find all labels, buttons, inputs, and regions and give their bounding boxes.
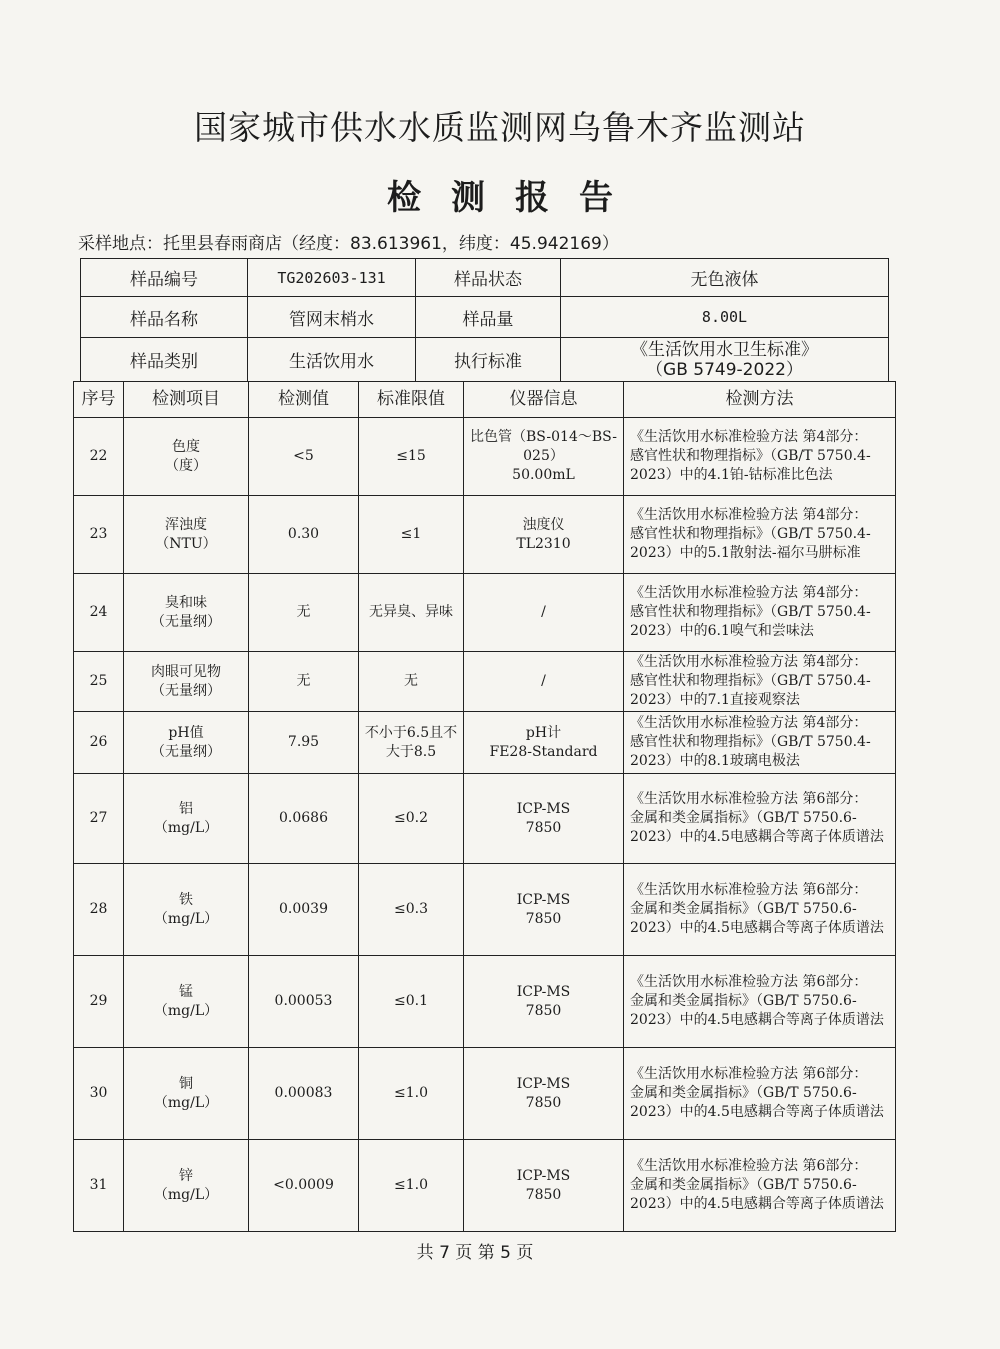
test-results-table <box>73 381 896 1232</box>
instrument-info <box>464 1140 624 1232</box>
standard-limit-line: ≤0.1 <box>394 993 428 1009</box>
sample-no-value: TG202603-131 <box>248 259 416 297</box>
test-item-line: （无量纲） <box>151 613 221 630</box>
test-value: 无 <box>249 652 359 712</box>
test-item-line: （无量纲） <box>151 743 221 760</box>
standard-limit <box>359 418 464 496</box>
standard-code: （GB 5749-2022） <box>646 359 803 380</box>
instrument-info-line: ICP-MS <box>516 983 571 1000</box>
test-item-line: 铝 <box>179 800 193 817</box>
test-item-line: （mg/L） <box>153 1002 219 1019</box>
standard-limit <box>359 1048 464 1140</box>
test-item-line: 铁 <box>179 891 193 908</box>
sample-category-label: 样品类别 <box>81 338 248 382</box>
test-value: <5 <box>249 418 359 496</box>
row-number: 22 <box>74 418 124 496</box>
test-method-line: 金属和类金属指标》（GB/T 5750.6- <box>630 1177 857 1193</box>
table-row <box>74 496 896 574</box>
table-row <box>74 1048 896 1140</box>
standard-limit <box>359 774 464 864</box>
col-header-value: 检测值 <box>249 382 359 418</box>
instrument-info-line: 7850 <box>525 910 562 927</box>
test-item <box>124 652 249 712</box>
test-value: 0.30 <box>249 496 359 574</box>
standard-limit-line: ≤1 <box>400 526 422 542</box>
instrument-info-line: TL2310 <box>516 535 571 552</box>
table-header-row <box>74 382 896 418</box>
standard-limit-line: 不小于6.5且不 <box>364 724 458 741</box>
test-method-line: 《生活饮用水标准检验方法 第4部分： <box>630 585 868 601</box>
test-item-line: （mg/L） <box>153 1094 219 1111</box>
instrument-info-line: pH计 <box>525 724 562 741</box>
test-item-line: （mg/L） <box>153 910 219 927</box>
test-method <box>624 1140 896 1232</box>
col-header-instrument: 仪器信息 <box>464 382 624 418</box>
test-method-line: 金属和类金属指标》（GB/T 5750.6- <box>630 901 857 917</box>
instrument-info-line: 7850 <box>525 819 562 836</box>
instrument-info <box>464 774 624 864</box>
sample-category-value: 生活饮用水 <box>248 338 416 382</box>
instrument-info <box>464 496 624 574</box>
standard-name: 《生活饮用水卫生标准》 <box>631 339 818 360</box>
instrument-info-line: ICP-MS <box>516 1167 571 1184</box>
instrument-info <box>464 864 624 956</box>
standard-limit <box>359 712 464 774</box>
test-item-line: （mg/L） <box>153 1186 219 1203</box>
standard-limit-line: 无 <box>404 673 418 689</box>
sample-state-value: 无色液体 <box>561 259 889 297</box>
col-header-no: 序号 <box>74 382 124 418</box>
test-method-line: 《生活饮用水标准检验方法 第6部分： <box>630 882 868 898</box>
standard-value <box>561 338 889 382</box>
instrument-info-line: 025） <box>523 448 564 464</box>
test-item-line: 浑浊度 <box>165 516 207 533</box>
test-method-line: 2023）中的7.1直接观察法 <box>630 692 800 708</box>
test-method <box>624 652 896 712</box>
organization-title: 国家城市供水水质监测网乌鲁木齐监测站 <box>194 108 806 147</box>
sample-quantity-value: 8.00L <box>561 297 889 338</box>
standard-limit <box>359 496 464 574</box>
test-method-line: 2023）中的5.1散射法-福尔马肼标准 <box>630 545 861 561</box>
test-item-line: 色度 <box>172 438 200 455</box>
test-method-line: 《生活饮用水标准检验方法 第6部分： <box>630 974 868 990</box>
test-method <box>624 712 896 774</box>
sample-state-label: 样品状态 <box>416 259 561 297</box>
instrument-info <box>464 652 624 712</box>
instrument-info-line: 7850 <box>525 1002 562 1019</box>
test-method <box>624 574 896 652</box>
test-item-line: （度） <box>165 457 207 474</box>
instrument-info-line: ICP-MS <box>516 891 571 908</box>
row-number: 28 <box>74 864 124 956</box>
instrument-info-line: ICP-MS <box>516 1075 571 1092</box>
table-row <box>74 418 896 496</box>
instrument-info <box>464 1048 624 1140</box>
row-number: 25 <box>74 652 124 712</box>
test-method-line: 2023）中的4.5电感耦合等离子体质谱法 <box>630 920 884 936</box>
test-value: 无 <box>249 574 359 652</box>
test-item-line: 铜 <box>179 1075 193 1092</box>
test-method-line: 感官性状和物理指标》（GB/T 5750.4- <box>630 526 871 542</box>
test-item-line: 臭和味 <box>165 594 207 611</box>
instrument-info <box>464 712 624 774</box>
test-item <box>124 1048 249 1140</box>
test-item-line: 肉眼可见物 <box>151 663 221 680</box>
instrument-info-line: 比色管（BS-014～BS- <box>470 429 617 445</box>
table-row <box>74 1140 896 1232</box>
test-item <box>124 574 249 652</box>
test-method-line: 《生活饮用水标准检验方法 第6部分： <box>630 1158 868 1174</box>
instrument-info-line: FE28-Standard <box>489 743 598 760</box>
row-number: 31 <box>74 1140 124 1232</box>
test-method <box>624 864 896 956</box>
test-method-line: 感官性状和物理指标》（GB/T 5750.4- <box>630 604 871 620</box>
sample-name-label: 样品名称 <box>81 297 248 338</box>
test-item <box>124 418 249 496</box>
test-method-line: 金属和类金属指标》（GB/T 5750.6- <box>630 810 857 826</box>
test-value: 0.00083 <box>249 1048 359 1140</box>
test-method-line: 《生活饮用水标准检验方法 第6部分： <box>630 1066 868 1082</box>
standard-limit <box>359 652 464 712</box>
test-method <box>624 774 896 864</box>
test-method-line: 感官性状和物理指标》（GB/T 5750.4- <box>630 448 871 464</box>
instrument-info-line: / <box>541 604 546 620</box>
test-item-line: 锰 <box>179 983 193 1000</box>
test-method-line: 2023）中的6.1嗅气和尝味法 <box>630 623 814 639</box>
test-item-line: （NTU） <box>155 535 217 552</box>
test-method-line: 感官性状和物理指标》（GB/T 5750.4- <box>630 734 871 750</box>
col-header-item: 检测项目 <box>124 382 249 418</box>
table-row <box>74 864 896 956</box>
sample-no-label: 样品编号 <box>81 259 248 297</box>
test-method <box>624 496 896 574</box>
table-row <box>74 574 896 652</box>
test-method-line: 金属和类金属指标》（GB/T 5750.6- <box>630 1085 857 1101</box>
instrument-info-line: 50.00mL <box>512 467 575 483</box>
test-value: <0.0009 <box>249 1140 359 1232</box>
test-method <box>624 1048 896 1140</box>
test-item-line: （无量纲） <box>151 682 221 699</box>
sample-quantity-label: 样品量 <box>416 297 561 338</box>
test-item-line: 锌 <box>179 1167 193 1184</box>
table-row <box>74 652 896 712</box>
test-item <box>124 864 249 956</box>
instrument-info <box>464 574 624 652</box>
test-item <box>124 956 249 1048</box>
test-method-line: 金属和类金属指标》（GB/T 5750.6- <box>630 993 857 1009</box>
row-number: 29 <box>74 956 124 1048</box>
standard-limit-line: ≤15 <box>396 448 426 464</box>
row-number: 24 <box>74 574 124 652</box>
test-method-line: 《生活饮用水标准检验方法 第4部分： <box>630 507 868 523</box>
instrument-info-line: 浊度仪 <box>522 516 565 533</box>
instrument-info <box>464 956 624 1048</box>
instrument-info-line: 7850 <box>525 1094 562 1111</box>
test-method-line: 2023）中的4.5电感耦合等离子体质谱法 <box>630 1012 884 1028</box>
test-item <box>124 1140 249 1232</box>
test-method-line: 2023）中的4.1铂-钴标准比色法 <box>630 467 833 483</box>
standard-limit-line: ≤1.0 <box>394 1177 428 1193</box>
standard-limit <box>359 574 464 652</box>
test-value: 0.0039 <box>249 864 359 956</box>
standard-limit <box>359 956 464 1048</box>
report-title: 检测报告 <box>387 178 643 218</box>
test-item-line: pH值 <box>168 724 204 741</box>
standard-limit-line: ≤0.3 <box>394 901 428 917</box>
test-method-line: 2023）中的8.1玻璃电极法 <box>630 753 800 769</box>
test-method-line: 2023）中的4.5电感耦合等离子体质谱法 <box>630 1196 884 1212</box>
col-header-method: 检测方法 <box>624 382 896 418</box>
test-value: 7.95 <box>249 712 359 774</box>
test-item <box>124 712 249 774</box>
instrument-info-line: / <box>541 673 546 689</box>
standard-limit-line: ≤1.0 <box>394 1085 428 1101</box>
standard-label: 执行标准 <box>416 338 561 382</box>
test-method-line: 2023）中的4.5电感耦合等离子体质谱法 <box>630 1104 884 1120</box>
standard-limit-line: ≤0.2 <box>394 810 428 826</box>
test-item-line: （mg/L） <box>153 819 219 836</box>
col-header-limit: 标准限值 <box>359 382 464 418</box>
table-row <box>74 774 896 864</box>
row-number: 30 <box>74 1048 124 1140</box>
test-method-line: 《生活饮用水标准检验方法 第4部分： <box>630 429 868 445</box>
standard-limit-line: 大于8.5 <box>385 743 437 760</box>
standard-limit <box>359 1140 464 1232</box>
sample-info-table <box>80 258 889 382</box>
page-number: 共 7 页 第 5 页 <box>416 1243 534 1263</box>
test-item <box>124 496 249 574</box>
standard-limit-line: 无异臭、异味 <box>369 604 453 620</box>
instrument-info <box>464 418 624 496</box>
test-value: 0.0686 <box>249 774 359 864</box>
test-method <box>624 418 896 496</box>
row-number: 23 <box>74 496 124 574</box>
row-number: 27 <box>74 774 124 864</box>
table-row <box>74 712 896 774</box>
sample-name-value: 管网末梢水 <box>248 297 416 338</box>
test-method <box>624 956 896 1048</box>
test-method-line: 《生活饮用水标准检验方法 第4部分： <box>630 654 868 670</box>
test-value: 0.00053 <box>249 956 359 1048</box>
standard-limit <box>359 864 464 956</box>
instrument-info-line: ICP-MS <box>516 800 571 817</box>
sampling-location: 采样地点：托里县春雨商店（经度：83.613961，纬度：45.942169） <box>78 234 619 254</box>
test-item <box>124 774 249 864</box>
test-method-line: 感官性状和物理指标》（GB/T 5750.4- <box>630 673 871 689</box>
table-row <box>74 956 896 1048</box>
row-number: 26 <box>74 712 124 774</box>
test-method-line: 2023）中的4.5电感耦合等离子体质谱法 <box>630 829 884 845</box>
test-method-line: 《生活饮用水标准检验方法 第4部分： <box>630 715 868 731</box>
instrument-info-line: 7850 <box>525 1186 562 1203</box>
test-method-line: 《生活饮用水标准检验方法 第6部分： <box>630 791 868 807</box>
